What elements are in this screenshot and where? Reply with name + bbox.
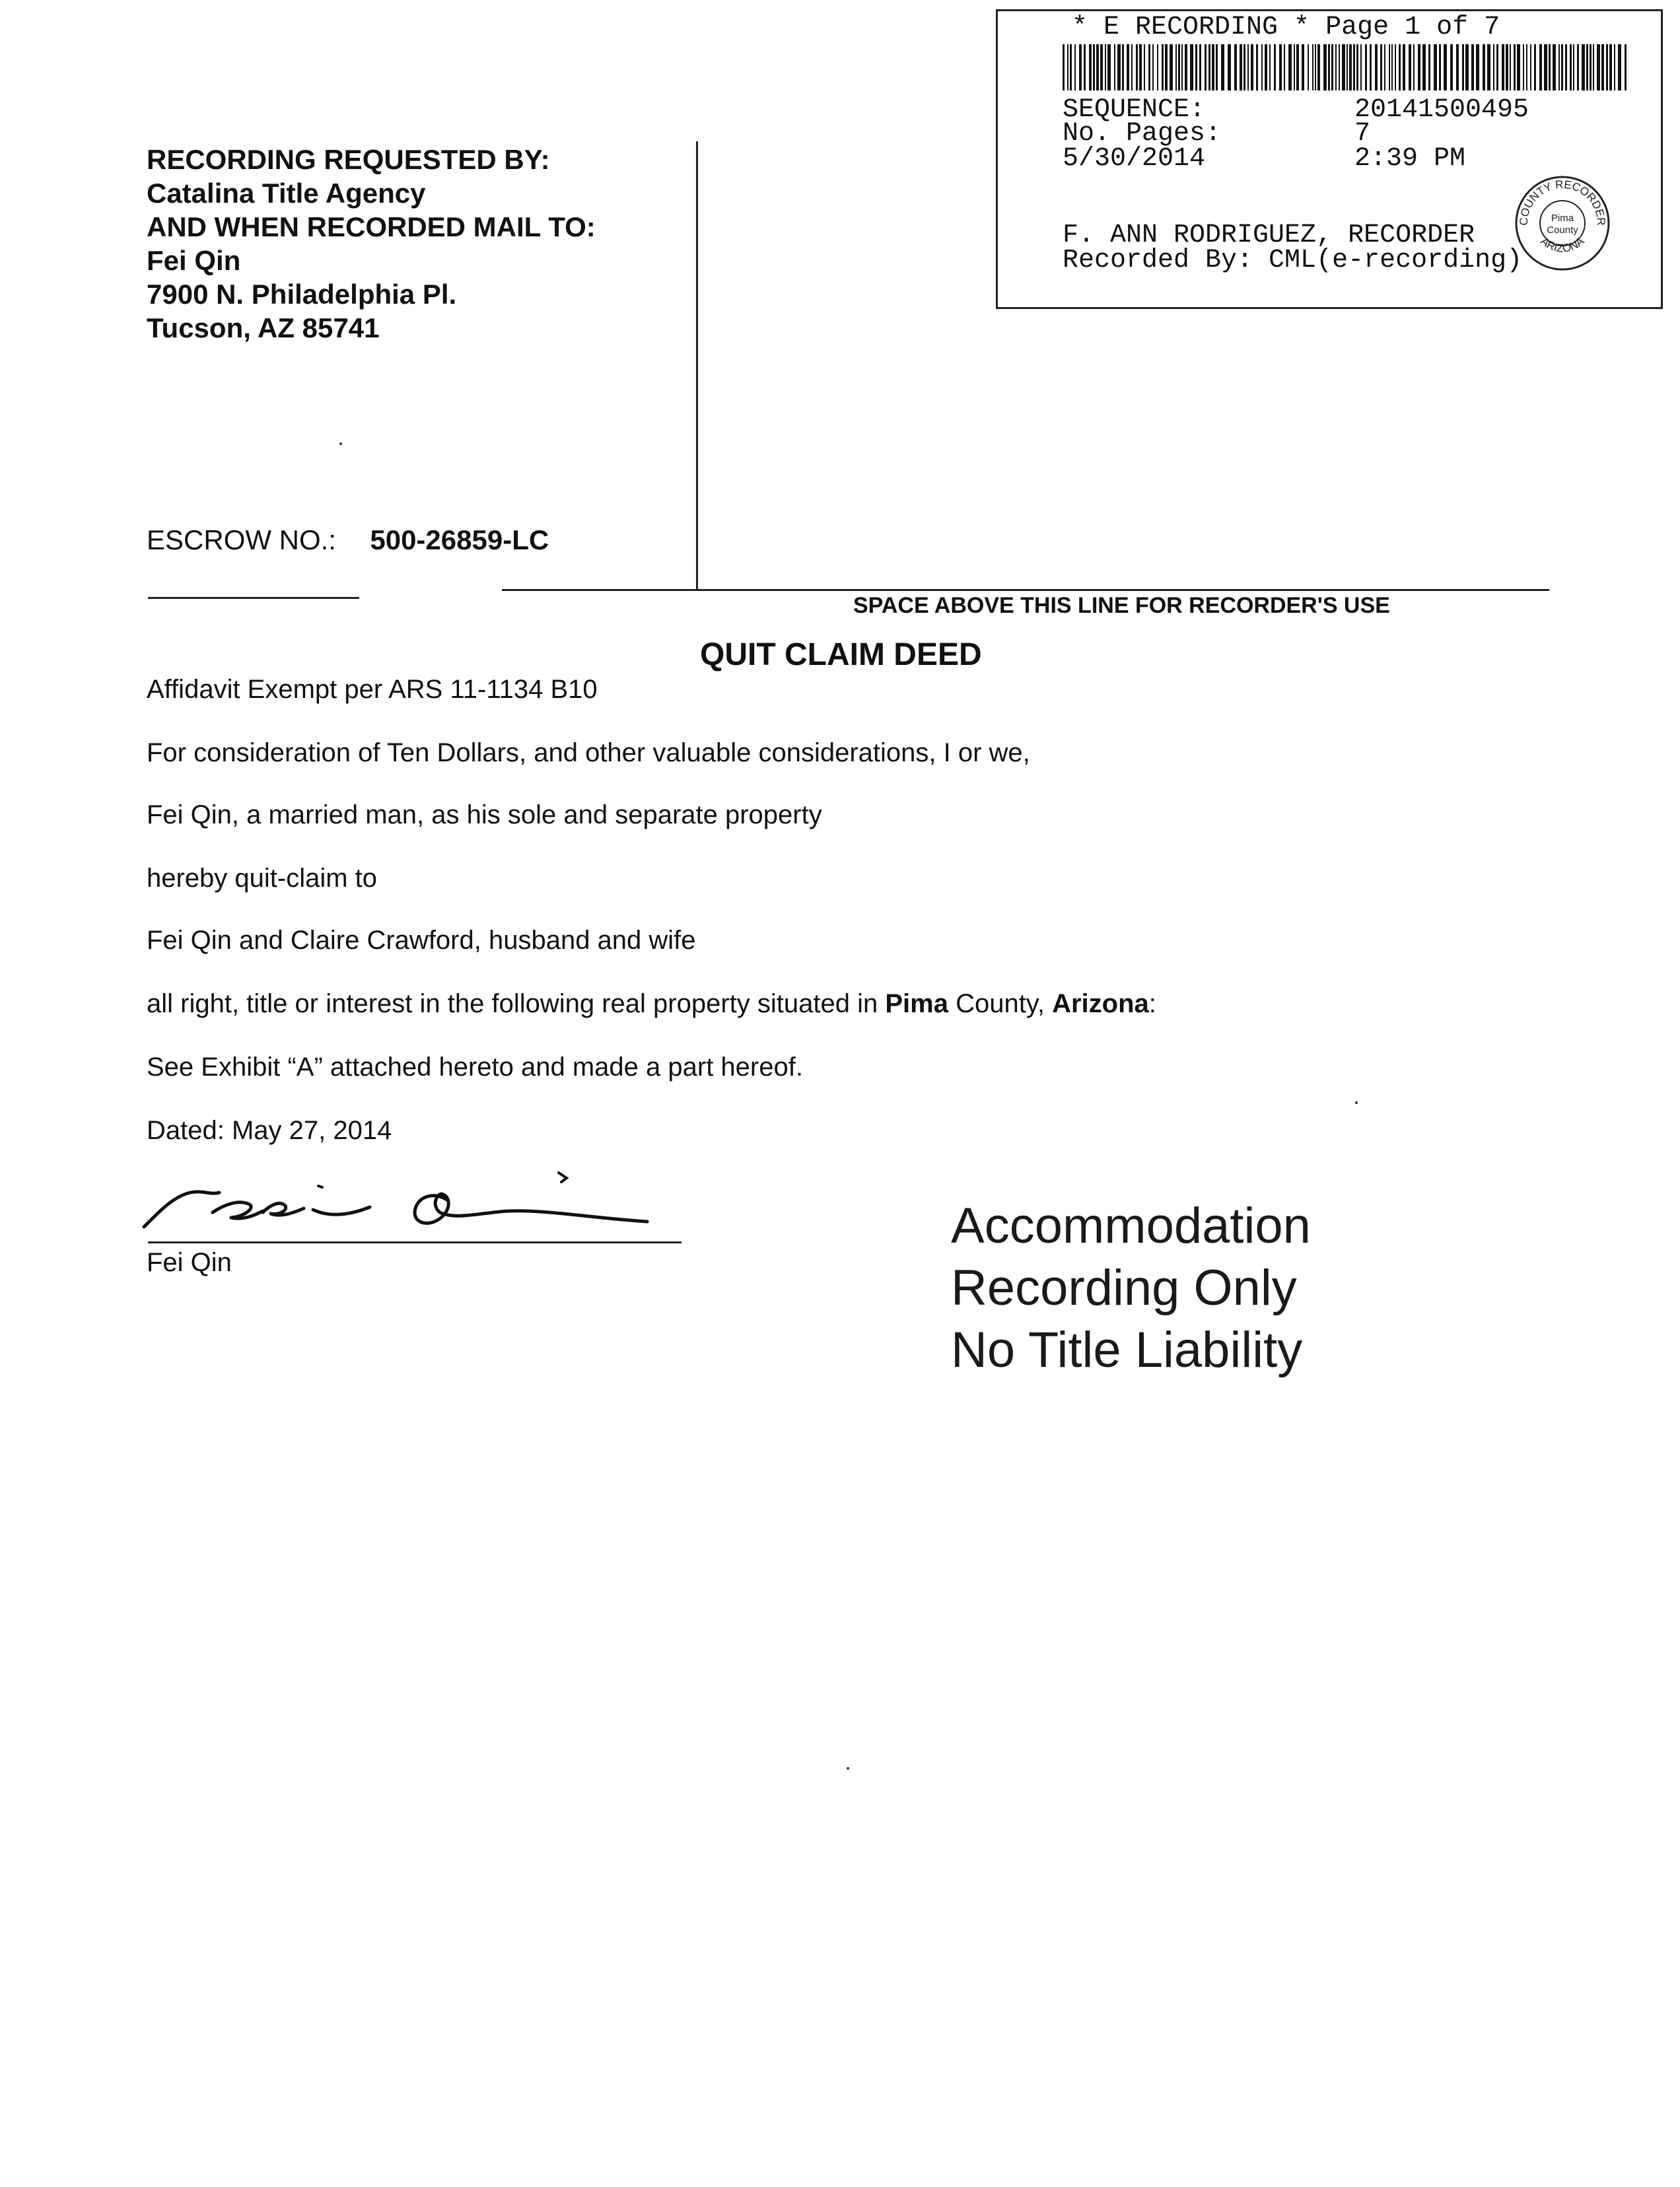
barcode-bar — [1178, 44, 1180, 90]
pages-value: 7 — [1354, 119, 1371, 149]
barcode-bar — [1079, 44, 1082, 90]
barcode-bar — [1409, 44, 1411, 90]
recording-date: 5/30/2014 — [1063, 144, 1206, 174]
barcode-bar — [1084, 44, 1086, 90]
barcode-bar — [1399, 44, 1401, 90]
barcode-bar — [1413, 44, 1415, 90]
barcode-bar — [1370, 44, 1372, 90]
mail-to-street: 7900 N. Philadelphia Pl. — [147, 279, 457, 310]
barcode-bar — [1465, 44, 1469, 90]
barcode-bar — [1212, 44, 1214, 90]
barcode-bar — [1384, 44, 1385, 90]
barcode-bar — [1331, 44, 1333, 90]
barcode-bar — [1577, 44, 1579, 90]
barcode-bar — [1434, 44, 1437, 90]
stamp-line-2: Recording Only — [951, 1260, 1297, 1316]
signer-name: Fei Qin — [147, 1248, 232, 1277]
barcode-bar — [1323, 44, 1327, 90]
barcode-bar — [1353, 44, 1355, 90]
barcode-bar — [1349, 44, 1352, 90]
barcode-bar — [1391, 44, 1393, 90]
barcode-bar — [1618, 44, 1621, 90]
barcode-bar — [1070, 44, 1072, 90]
barcode-bar — [1185, 44, 1187, 90]
barcode-bar — [1234, 44, 1237, 90]
accommodation-stamp — [951, 1195, 1311, 1381]
scan-speck — [1355, 1101, 1358, 1104]
barcode-bar — [1208, 44, 1210, 90]
barcode-bar — [1152, 44, 1154, 90]
escrow-label: ESCROW NO.: — [147, 524, 337, 555]
barcode-bar — [1502, 44, 1504, 90]
barcode-bar — [1347, 44, 1348, 90]
affidavit-exempt: Affidavit Exempt per ARS 11-1134 B10 — [147, 675, 598, 704]
exhibit-line: See Exhibit “A” attached hereto and made a part hereof. — [147, 1053, 803, 1082]
barcode-bar — [1428, 44, 1430, 90]
barcode-bar — [1288, 44, 1292, 90]
barcode-bar — [1269, 44, 1271, 90]
barcode-bar — [1089, 44, 1092, 90]
barcode-bar — [1247, 44, 1249, 90]
barcode-bar — [1590, 44, 1592, 90]
mail-to-name: Fei Qin — [147, 245, 241, 276]
recorder-space-line-right — [502, 589, 1549, 591]
barcode-bar — [1573, 44, 1574, 90]
barcode-bar — [1136, 44, 1138, 90]
barcode-bar — [1265, 44, 1267, 90]
barcode-bar — [1582, 44, 1585, 90]
barcode-bar — [1570, 44, 1572, 90]
barcode-bar — [1403, 44, 1405, 90]
barcode-bar — [1335, 44, 1337, 90]
barcode-bar — [1606, 44, 1608, 90]
barcode-bar — [1279, 44, 1282, 90]
pages-label: No. Pages: — [1063, 119, 1222, 149]
barcode-bar — [1063, 44, 1065, 90]
barcode-bar — [1096, 44, 1099, 90]
barcode-bar — [1144, 44, 1145, 90]
barcode-bar — [1181, 44, 1183, 90]
grantor-line: Fei Qin, a married man, as his sole and separate property — [147, 800, 822, 829]
barcode-bar — [1506, 44, 1508, 90]
escrow-number — [147, 524, 549, 556]
barcode-bar — [1107, 44, 1111, 90]
barcode-bar — [1067, 44, 1068, 90]
document-title: QUIT CLAIM DEED — [700, 637, 982, 672]
barcode-bar — [1356, 44, 1358, 90]
barcode-bar — [1375, 44, 1378, 90]
barcode-bar — [1389, 44, 1390, 90]
barcode-bar — [1284, 44, 1285, 90]
barcode-bar — [1240, 44, 1242, 90]
scan-speck — [847, 1767, 849, 1770]
barcode-bar — [1105, 44, 1106, 90]
barcode-bar — [1614, 44, 1615, 90]
barcode-bar — [1328, 44, 1330, 90]
recording-header: * E RECORDING * Page 1 of 7 — [1072, 13, 1500, 42]
barcode-bar — [1139, 44, 1142, 90]
seal-top-text: COUNTY RECORDER — [1517, 178, 1608, 226]
barcode-bar — [1444, 44, 1447, 90]
barcode-bar — [1339, 44, 1340, 90]
barcode-bar — [1593, 44, 1594, 90]
barcode-bar — [1544, 44, 1547, 90]
barcode-bar — [1127, 44, 1129, 90]
barcode-bar — [1342, 44, 1345, 90]
barcode-bar — [1131, 44, 1133, 90]
barcode-bar — [1534, 44, 1536, 90]
property-state: Arizona — [1052, 989, 1149, 1018]
barcode-bar — [1243, 44, 1245, 90]
barcode-bar — [1476, 44, 1479, 90]
barcode-bar — [1074, 44, 1076, 90]
barcode-bar — [1251, 44, 1253, 90]
barcode-bar — [1228, 44, 1231, 90]
barcode-bar — [1510, 44, 1511, 90]
barcode-bar — [1526, 44, 1527, 90]
barcode-bar — [1221, 44, 1224, 90]
quitclaim-line: hereby quit-claim to — [147, 864, 378, 893]
property-line — [147, 989, 1156, 1019]
recorder-box — [996, 9, 1663, 309]
consideration-line: For consideration of Ten Dollars, and other valuable considerations, I or we, — [147, 738, 1030, 767]
barcode-bar — [1483, 44, 1485, 90]
barcode-bar — [1175, 44, 1177, 90]
barcode-bar — [1549, 44, 1551, 90]
barcode-bar — [1496, 44, 1498, 90]
sequence-value: 20141500495 — [1354, 95, 1529, 125]
barcode-bar — [1294, 44, 1295, 90]
barcode-bar — [1157, 44, 1158, 90]
barcode-bar — [1122, 44, 1124, 90]
barcode-bar — [1256, 44, 1258, 90]
mail-to-label: AND WHEN RECORDED MAIL TO: — [147, 211, 596, 242]
barcode-bar — [1530, 44, 1531, 90]
barcode-bar — [1195, 44, 1197, 90]
recorder-space-line-left — [148, 597, 359, 599]
property-county-word: County, — [948, 989, 1053, 1018]
barcode-bar — [1523, 44, 1524, 90]
requester-company: Catalina Title Agency — [147, 178, 426, 209]
barcode-bar — [1471, 44, 1474, 90]
seal-center-2: County — [1547, 225, 1578, 236]
barcode-bar — [1302, 44, 1304, 90]
recorder-use-note: SPACE ABOVE THIS LINE FOR RECORDER'S USE — [853, 593, 1390, 618]
signature-line — [148, 1241, 682, 1243]
recorder-name: F. ANN RODRIGUEZ, RECORDER — [1063, 221, 1475, 250]
recorded-by: Recorded By: CML(e-recording) — [1063, 246, 1523, 275]
barcode-bar — [1190, 44, 1193, 90]
barcode-bar — [1308, 44, 1309, 90]
barcode-bar — [1493, 44, 1494, 90]
recording-requested-by: RECORDING REQUESTED BY: — [147, 144, 550, 175]
barcode-bar — [1162, 44, 1164, 90]
property-colon: : — [1148, 989, 1156, 1018]
barcode-bar — [1561, 44, 1563, 90]
barcode-bar — [1456, 44, 1459, 90]
barcode-bar — [1418, 44, 1420, 90]
barcode-bar — [1360, 44, 1362, 90]
recording-time: 2:39 PM — [1354, 144, 1466, 174]
stamp-line-3: No Title Liability — [951, 1322, 1303, 1378]
seal-center-1: Pima — [1551, 213, 1574, 224]
signature-image — [139, 1149, 654, 1241]
escrow-value: 500-26859-LC — [370, 524, 549, 555]
barcode-bar — [1093, 44, 1095, 90]
barcode-bar — [1274, 44, 1276, 90]
barcode-bar — [1312, 44, 1313, 90]
barcode-bar — [1439, 44, 1441, 90]
barcode-bar — [1117, 44, 1121, 90]
barcode-bar — [1380, 44, 1382, 90]
barcode-bar — [1261, 44, 1263, 90]
barcode-bar — [1395, 44, 1396, 90]
barcode-bar — [1165, 44, 1168, 90]
barcode-bar — [1462, 44, 1464, 90]
barcode-bar — [1514, 44, 1516, 90]
barcode-bar — [1216, 44, 1218, 90]
property-county: Pima — [885, 989, 948, 1018]
sequence-label: SEQUENCE: — [1063, 95, 1206, 125]
barcode-bar — [1487, 44, 1490, 90]
grantee-line: Fei Qin and Claire Crawford, husband and wife — [147, 926, 696, 955]
barcode-bar — [1450, 44, 1453, 90]
seal-bottom-text: ARIZONA — [1538, 234, 1587, 255]
barcode-bar — [1114, 44, 1115, 90]
svg-text:ARIZONA — [1538, 234, 1587, 255]
barcode-bar — [1539, 44, 1542, 90]
barcode-bar — [1422, 44, 1426, 90]
scan-speck — [339, 442, 342, 445]
barcode-bar — [1317, 44, 1320, 90]
barcode-bar — [1609, 44, 1612, 90]
mail-to-city: Tucson, AZ 85741 — [147, 312, 380, 343]
barcode-bar — [1100, 44, 1103, 90]
barcode-bar — [1205, 44, 1207, 90]
barcode-bar — [1601, 44, 1604, 90]
barcode-bar — [1170, 44, 1173, 90]
property-prefix: all right, title or interest in the following real property situated in — [147, 989, 886, 1018]
barcode-bar — [1586, 44, 1588, 90]
barcode-bar — [1148, 44, 1150, 90]
barcode-bar — [1199, 44, 1201, 90]
barcode-bar — [1553, 44, 1556, 90]
dated-line: Dated: May 27, 2014 — [147, 1116, 392, 1145]
vertical-divider — [696, 141, 698, 589]
barcode-bar — [1365, 44, 1367, 90]
barcode-bar — [1625, 44, 1627, 90]
stamp-line-1: Accommodation — [951, 1198, 1311, 1254]
barcode-bar — [1315, 44, 1316, 90]
requester-block — [147, 143, 596, 345]
barcode-bar — [1558, 44, 1560, 90]
barcode-bar — [1597, 44, 1600, 90]
barcode-bar — [1296, 44, 1299, 90]
county-seal-icon — [1513, 174, 1612, 273]
barcode-bar — [1517, 44, 1520, 90]
barcode — [1063, 44, 1628, 90]
barcode-bar — [1565, 44, 1567, 90]
